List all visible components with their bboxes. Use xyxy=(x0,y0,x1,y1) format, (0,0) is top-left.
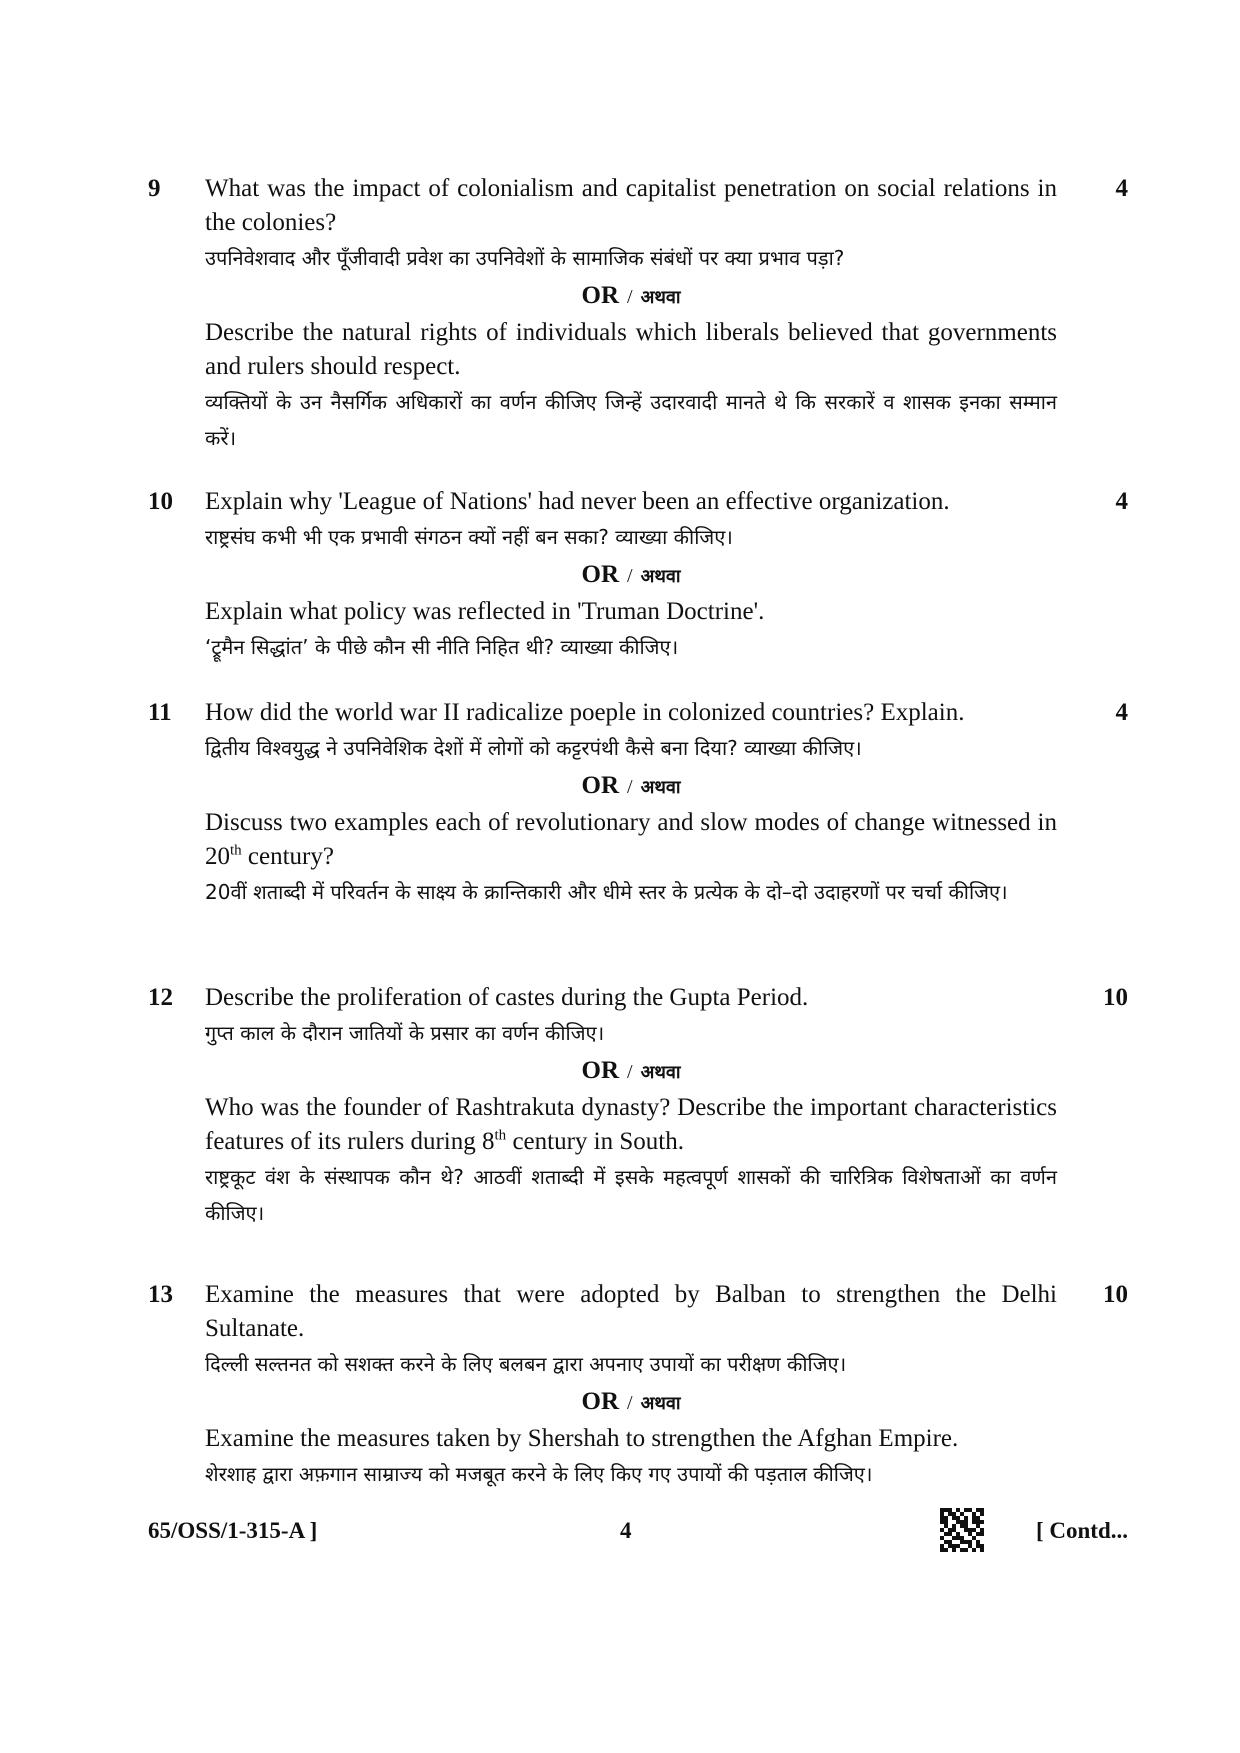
paper-code: 65/OSS/1-315-A ] xyxy=(148,1518,318,1543)
or-label-en: OR xyxy=(581,1057,619,1084)
or-label-hi: अथवा xyxy=(640,287,681,308)
question-marks: 4 xyxy=(1115,488,1128,515)
question-text-hi: दिल्ली सल्तनत को सशक्त करने के लिए बलबन द्वारा अपनाए उपायों का परीक्षण कीजिए। xyxy=(205,1352,847,1376)
alt-text-tail: century? xyxy=(241,843,334,870)
question-marks: 10 xyxy=(1103,984,1128,1011)
or-separator: / xyxy=(627,286,633,308)
question-text-en: Explain why 'League of Nations' had never been an effective organization. xyxy=(205,488,950,515)
or-label-en: OR xyxy=(581,1388,619,1415)
question-number: 13 xyxy=(148,1281,173,1308)
question-text-en: Examine the measures that were adopted by Balban to strengthen the Delhi Sultanate. xyxy=(205,1281,1057,1342)
question-text-hi: राष्ट्रसंघ कभी भी एक प्रभावी संगठन क्यों नहीं बन सका? व्याख्या कीजिए। xyxy=(205,525,733,549)
question-marks: 4 xyxy=(1115,175,1128,202)
page-number: 4 xyxy=(620,1518,632,1543)
alt-question-text-hi: 20वीं शताब्दी में परिवर्तन के साक्ष्य के क्रान्तिकारी और धीमे स्तर के प्रत्येक के दो–दो उदाहरणों पर चर्चा कीजिए। xyxy=(205,880,1008,904)
question-marks: 10 xyxy=(1103,1281,1128,1308)
or-label-hi: अथवा xyxy=(640,777,681,798)
or-separator: / xyxy=(627,1061,633,1083)
continued-label: [ Contd... xyxy=(1035,1518,1128,1543)
ordinal-suffix: th xyxy=(230,842,242,859)
alt-question-text-hi: व्यक्तियों के उन नैसर्गिक अधिकारों का वर्णन कीजिए जिन्हें उदारवादी मानते थे कि सरकारें व शासक इनका सम्मान करें। xyxy=(205,390,1057,450)
question-text-hi: उपनिवेशवाद और पूँजीवादी प्रवेश का उपनिवेशों के सामाजिक संबंधों पर क्या प्रभाव पड़ा? xyxy=(205,246,845,270)
or-label-en: OR xyxy=(581,561,619,588)
question-number: 9 xyxy=(148,175,161,202)
question-body xyxy=(205,1278,1057,1494)
or-separator: / xyxy=(627,776,633,798)
question-body xyxy=(205,696,1057,912)
alt-question-text-hi: शेरशाह द्वारा अफ़गान साम्राज्य को मजबूत करने के लिए किए गए उपायों की पड़ताल कीजिए। xyxy=(205,1462,873,1486)
question-number: 10 xyxy=(148,488,173,515)
or-divider xyxy=(205,1053,1057,1091)
or-label-hi: अथवा xyxy=(640,566,681,587)
or-divider xyxy=(205,1384,1057,1422)
or-divider xyxy=(205,557,1057,595)
or-label-en: OR xyxy=(581,282,619,309)
or-label-hi: अथवा xyxy=(640,1393,681,1414)
question-text-en: What was the impact of colonialism and capitalist penetration on social relations in the colonies? xyxy=(205,175,1057,236)
question-text-hi: गुप्त काल के दौरान जातियों के प्रसार का वर्णन कीजिए। xyxy=(205,1021,605,1045)
or-separator: / xyxy=(627,1392,633,1414)
question-body xyxy=(205,485,1057,667)
alt-text-main: Discuss two examples each of revolutionary and slow modes of change witnessed in 20 xyxy=(205,809,1057,870)
question-body xyxy=(205,981,1057,1233)
alt-text-main: Who was the founder of Rashtrakuta dynasty? Describe the important characteristics features of its rulers during 8 xyxy=(205,1094,1057,1155)
question-body xyxy=(205,172,1057,458)
or-divider xyxy=(205,278,1057,316)
question-text-en: Describe the proliferation of castes during the Gupta Period. xyxy=(205,984,809,1011)
alt-question-text-en xyxy=(205,1091,1057,1159)
page-footer xyxy=(148,1508,1128,1552)
alt-question-text-hi: ‘ट्रूमैन सिद्धांत’ के पीछे कौन सी नीति निहित थी? व्याख्या कीजिए। xyxy=(205,635,679,659)
question-text-en: How did the world war II radicalize poeple in colonized countries? Explain. xyxy=(205,699,965,726)
question-marks: 4 xyxy=(1115,699,1128,726)
qr-code-icon xyxy=(940,1508,984,1552)
alt-question-text-en: Explain what policy was reflected in 'Truman Doctrine'. xyxy=(205,598,765,625)
question-number: 11 xyxy=(148,699,172,726)
or-label-en: OR xyxy=(581,772,619,799)
alt-question-text-en xyxy=(205,806,1057,874)
or-label-hi: अथवा xyxy=(640,1062,681,1083)
alt-question-text-en: Examine the measures taken by Shershah to strengthen the Afghan Empire. xyxy=(205,1425,959,1452)
question-number: 12 xyxy=(148,984,173,1011)
question-text-hi: द्वितीय विश्वयुद्ध ने उपनिवेशिक देशों में लोगों को कट्टरपंथी कैसे बना दिया? व्याख्या कीजिए। xyxy=(205,736,862,760)
or-divider xyxy=(205,768,1057,806)
alt-text-tail: century in South. xyxy=(506,1128,684,1155)
ordinal-suffix: th xyxy=(494,1127,507,1144)
or-separator: / xyxy=(627,565,633,587)
alt-question-text-en: Describe the natural rights of individuals which liberals believed that governments and rulers should respect. xyxy=(205,319,1057,380)
alt-question-text-hi: राष्ट्रकूट वंश के संस्थापक कौन थे? आठवीं शताब्दी में इसके महत्वपूर्ण शासकों की चारित्रिक विशेषताओं का वर्णन कीजिए। xyxy=(205,1165,1057,1225)
